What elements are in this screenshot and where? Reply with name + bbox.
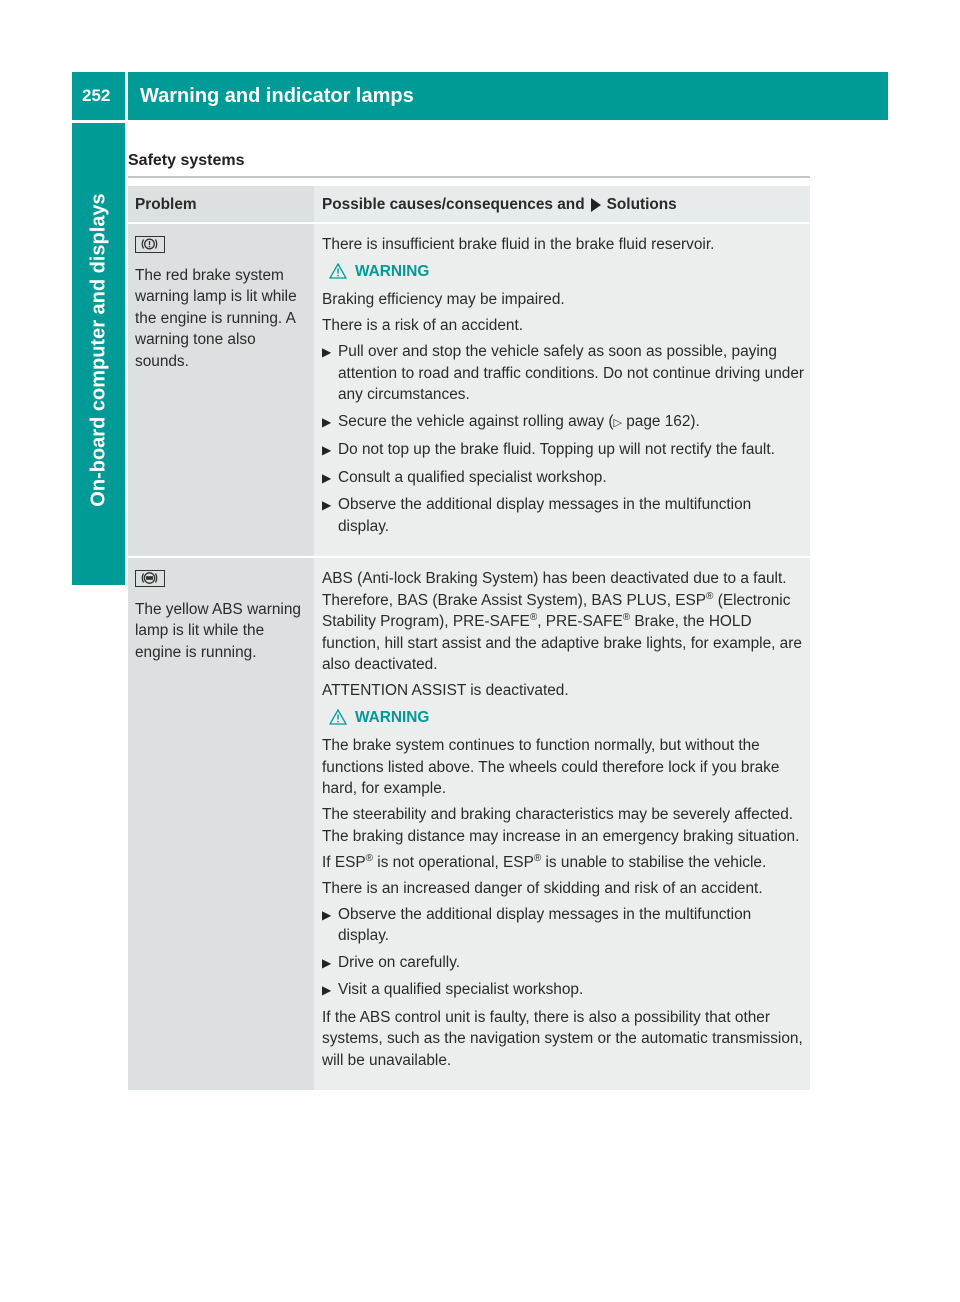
- table-row: [128, 224, 810, 556]
- warning-label: WARNING: [355, 262, 430, 280]
- problem-text: The red brake system warning lamp is lit while the engine is running. A warning tone also sounds.: [135, 266, 297, 370]
- warning-triangle-icon: [329, 709, 347, 725]
- solution-step: [322, 952, 804, 975]
- section-title: Safety systems: [128, 152, 245, 169]
- warning-heading: [322, 261, 804, 283]
- solution-step: [322, 411, 804, 435]
- brake-warning-lamp-icon: [135, 236, 165, 253]
- warning-text: If ESP® is not operational, ESP® is unable to stabilise the vehicle.: [322, 852, 767, 871]
- solutions-cell: [314, 558, 810, 1090]
- warning-text: The brake system continues to function normally, but without the functions listed above. The wheels could therefore lock if you brake hard, for example.: [322, 737, 780, 797]
- step-text: Observe the additional display messages in the multifunction display.: [338, 905, 752, 944]
- step-arrow-icon: ▶: [322, 443, 332, 457]
- step-text: Consult a qualified specialist workshop.: [338, 468, 607, 486]
- problem-text: The yellow ABS warning lamp is lit while the engine is running.: [135, 600, 301, 661]
- warning-text: There is a risk of an accident.: [322, 317, 524, 334]
- step-arrow-icon: ▶: [322, 983, 332, 997]
- cause-text: ATTENTION ASSIST is deactivated.: [322, 682, 569, 699]
- header-solutions: [314, 186, 810, 222]
- step-arrow-icon: ▶: [322, 414, 332, 429]
- cause-text: There is insufficient brake fluid in the brake fluid reservoir.: [322, 236, 715, 253]
- header-solutions-prefix: Possible causes/consequences and: [322, 196, 585, 213]
- step-text: Observe the additional display messages in the multifunction display.: [338, 496, 752, 535]
- solutions-cell: [314, 224, 810, 556]
- side-tab-label: On-board computer and displays: [87, 193, 110, 507]
- warning-heading: [322, 707, 804, 729]
- header-problem: Problem: [128, 186, 314, 222]
- warning-text: The steerability and braking characteristics may be severely affected. The braking distance may increase in an emergency braking situation.: [322, 806, 800, 845]
- section-divider: [128, 176, 810, 178]
- page-number: 252: [72, 72, 125, 120]
- step-text: Drive on carefully.: [338, 953, 461, 971]
- table-header-row: [128, 186, 810, 222]
- step-arrow-icon: ▶: [322, 345, 332, 359]
- note-text: If the ABS control unit is faulty, there is also a possibility that other systems, such as the navigation system or the automatic transmission, will be unavailable.: [322, 1008, 803, 1069]
- header-solutions-suffix: Solutions: [606, 196, 677, 213]
- page-reference-icon: ▷: [613, 416, 622, 429]
- step-arrow-icon: ▶: [322, 955, 332, 970]
- warning-text: Braking efficiency may be impaired.: [322, 291, 565, 308]
- abs-warning-lamp-icon: [135, 570, 165, 587]
- table-row: [128, 558, 810, 1090]
- chapter-title: Warning and indicator lamps: [128, 72, 888, 120]
- warning-triangle-icon: [329, 263, 347, 279]
- warning-label: WARNING: [355, 708, 430, 726]
- page-reference-link[interactable]: page 162).: [626, 412, 700, 430]
- problem-cell: [128, 224, 314, 556]
- step-arrow-icon: ▶: [322, 907, 332, 922]
- problem-cell: [128, 558, 314, 1090]
- step-text-part: Secure the vehicle against rolling away (: [338, 412, 614, 430]
- step-arrow-icon: ▶: [322, 470, 332, 485]
- step-text: Visit a qualified specialist workshop.: [338, 981, 584, 998]
- warning-lamps-table: [128, 186, 810, 1090]
- cause-text: ABS (Anti-lock Braking System) has been deactivated due to a fault. Therefore, BAS (Brake Assist System), BAS PLUS, ESP® (Electronic Stability Program), PRE-SAFE®, PRE-SAFE® Brake, the HOLD function, hill start assist and the adaptive brake lights, for example, are also deactivated.: [322, 570, 802, 673]
- step-text: Do not top up the brake fluid. Topping up will not rectify the fault.: [338, 441, 775, 458]
- solution-step: [322, 494, 804, 537]
- step-arrow-icon: ▶: [322, 498, 332, 512]
- solution-step: [322, 904, 804, 947]
- step-text: Pull over and stop the vehicle safely as soon as possible, paying attention to road and traffic conditions. Do not continue driving under any circumstances.: [338, 343, 805, 403]
- solution-step: [322, 341, 804, 406]
- solution-step: [322, 467, 804, 490]
- warning-text: There is an increased danger of skidding and risk of an accident.: [322, 879, 763, 897]
- solution-step: [322, 979, 804, 1002]
- solutions-arrow-icon: [590, 198, 602, 212]
- step-text: [338, 411, 804, 435]
- solution-step: [322, 439, 804, 462]
